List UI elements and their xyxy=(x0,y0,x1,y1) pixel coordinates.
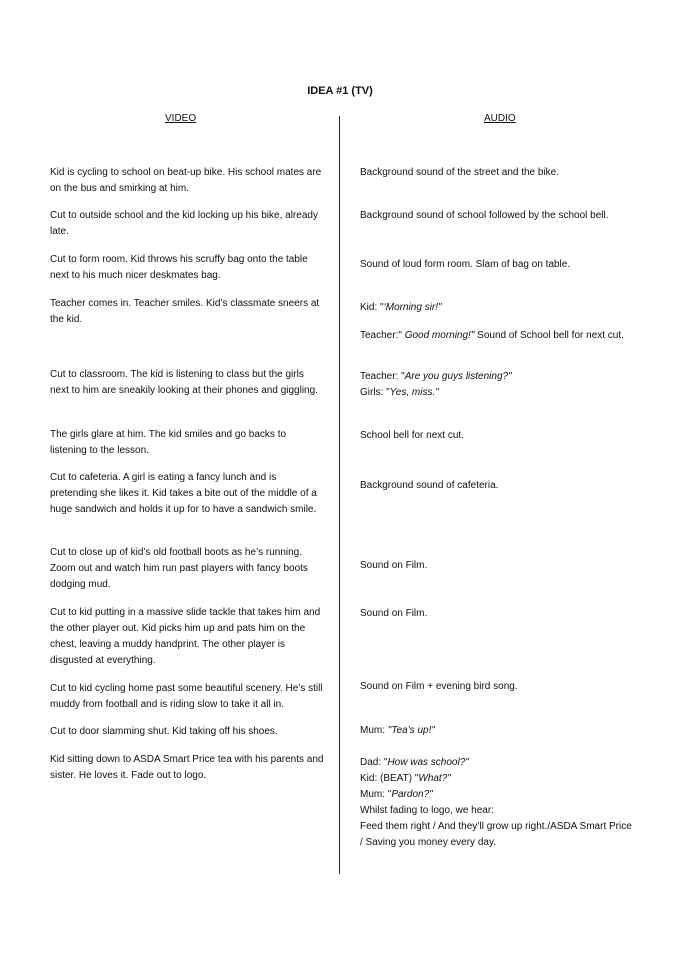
audio-cue: Sound on Film + evening bird song. xyxy=(360,681,518,692)
audio-cue xyxy=(360,328,635,344)
video-cue: The girls glare at him. The kid smiles and go backs to listening to the lesson. xyxy=(50,429,287,456)
audio-cue: Sound on Film. xyxy=(360,608,428,619)
dialogue-line: "Tea’s up!" xyxy=(387,725,435,736)
audio-cue xyxy=(360,723,635,739)
dialogue-line: ‘Morning sir!" xyxy=(383,302,442,313)
dialogue-line: What?" xyxy=(418,773,451,784)
video-cue: Cut to outside school and the kid locking up his bike, already late. xyxy=(50,210,318,237)
sound-note: Whilst fading to logo, we hear: xyxy=(360,805,494,816)
speaker-label: Kid: (BEAT) " xyxy=(360,773,419,784)
video-cue: Kid is cycling to school on beat-up bike. His school mates are on the bus and smirking at him. xyxy=(50,167,322,194)
audio-cue: Background sound of the street and the bike. xyxy=(360,167,560,178)
dialogue-line: Are you guys listening?" xyxy=(404,371,512,382)
video-cue: Cut to kid putting in a massive slide tackle that takes him and the other player out. Kid picks him up and pats him on the chest, leaving a muddy handprint. The other player is disgusted at everything. xyxy=(50,607,321,666)
speaker-label: Teacher: " xyxy=(360,371,405,382)
dialogue-line: Yes, miss." xyxy=(389,387,439,398)
video-cue: Cut to kid cycling home past some beautiful scenery. He’s still muddy from football and is riding slow to take it all in. xyxy=(50,683,323,710)
audio-cue: Sound on Film. xyxy=(360,560,428,571)
audio-column-header: AUDIO xyxy=(484,113,516,124)
speaker-label: Girls: " xyxy=(360,387,390,398)
video-cue: Cut to cafeteria. A girl is eating a fancy lunch and is pretending she likes it. Kid takes a bite out of the middle of a huge sandwich and holds it up for to have a sandwich smile. xyxy=(50,472,317,515)
audio-cue xyxy=(360,369,635,401)
audio-cue: Background sound of school followed by the school bell. xyxy=(360,210,609,221)
column-divider xyxy=(339,116,340,874)
dialogue-line: Pardon?" xyxy=(391,789,433,800)
video-cue: Cut to classroom. The kid is listening to class but the girls next to him are sneakily looking at their phones and giggling. xyxy=(50,369,318,396)
audio-cue: Background sound of cafeteria. xyxy=(360,480,499,491)
speaker-label: Mum: " xyxy=(360,789,392,800)
audio-cue xyxy=(360,300,635,316)
speaker-label: Mum: xyxy=(360,725,388,736)
sound-note: Sound of School bell for next cut. xyxy=(474,330,624,341)
video-cue: Teacher comes in. Teacher smiles. Kid’s classmate sneers at the kid. xyxy=(50,298,320,325)
video-cue: Cut to close up of kid’s old football boots as he’s running. Zoom out and watch him run past players with fancy boots dodging mud. xyxy=(50,547,308,590)
slogan: Feed them right / And they’ll grow up right./ASDA Smart Price / Saving you money every day. xyxy=(360,821,632,848)
dialogue-line: How was school?" xyxy=(387,757,469,768)
video-column-header: VIDEO xyxy=(165,113,197,124)
audio-cue: Sound of loud form room. Slam of bag on table. xyxy=(360,259,571,270)
speaker-label: Teacher:" xyxy=(360,330,405,341)
video-cue: Cut to door slamming shut. Kid taking off his shoes. xyxy=(50,726,278,737)
speaker-label: Kid: " xyxy=(360,302,384,313)
video-cue: Cut to form room. Kid throws his scruffy bag onto the table next to his much nicer deskmates bag. xyxy=(50,254,308,281)
video-cue: Kid sitting down to ASDA Smart Price tea with his parents and sister. He loves it. Fade out to logo. xyxy=(50,754,324,781)
speaker-label: Dad: " xyxy=(360,757,388,768)
audio-cue xyxy=(360,755,635,851)
audio-cue: School bell for next cut. xyxy=(360,430,464,441)
page-title: IDEA #1 (TV) xyxy=(307,85,373,97)
dialogue-line: Good morning!" xyxy=(404,330,475,341)
